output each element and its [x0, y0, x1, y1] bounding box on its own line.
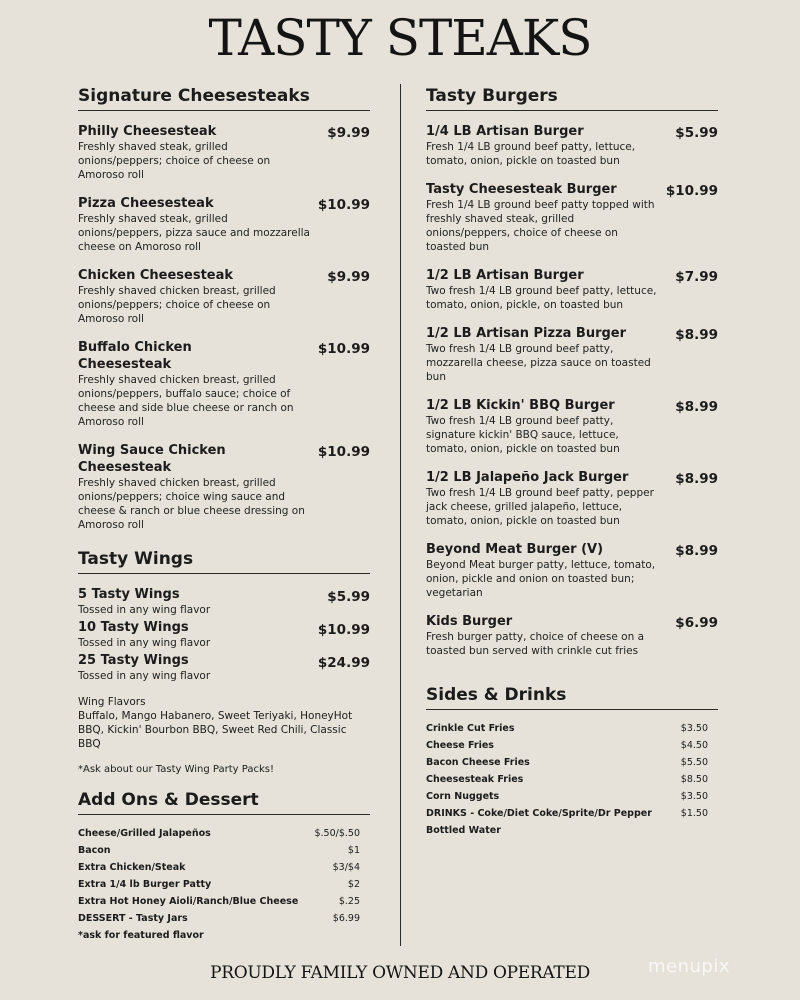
item-name: 1/2 LB Jalapeño Jack Burger [426, 470, 629, 485]
side-row [426, 737, 718, 754]
menu-item [78, 123, 370, 182]
menu-item [78, 195, 370, 254]
item-name: Beyond Meat Burger (V) [426, 542, 604, 557]
menu-item [78, 652, 370, 683]
side-name: Cheese Fries [426, 740, 494, 751]
side-name: DRINKS - Coke/Diet Coke/Sprite/Dr Pepper [426, 808, 652, 819]
side-price: $3.50 [680, 723, 708, 734]
side-row [426, 771, 718, 788]
menu-item [78, 267, 370, 326]
item-price: $8.99 [675, 399, 718, 415]
sides-heading: Sides & Drinks [426, 684, 718, 710]
addon-name: Bacon [78, 845, 111, 856]
addon-price: $1 [347, 845, 360, 856]
side-name: Corn Nuggets [426, 791, 500, 802]
item-price: $9.99 [327, 125, 370, 141]
item-name: 1/2 LB Artisan Pizza Burger [426, 326, 627, 341]
menu-item [78, 339, 370, 429]
item-description: Two fresh 1/4 LB ground beef patty, mozzarella cheese, pizza sauce on toasted bun [426, 343, 651, 383]
item-description: Two fresh 1/4 LB ground beef patty, lettuce, tomato, onion, pickle, on toasted bun [426, 285, 657, 311]
side-row [426, 822, 718, 839]
addon-row [78, 842, 370, 859]
item-price: $10.99 [317, 444, 370, 460]
sides-list [426, 720, 718, 839]
side-name: Bacon Cheese Fries [426, 757, 530, 768]
addon-row [78, 825, 370, 842]
addon-name: Cheese/Grilled Jalapeños [78, 828, 211, 839]
side-row [426, 788, 718, 805]
item-name: 1/4 LB Artisan Burger [426, 124, 584, 139]
item-name: 1/2 LB Artisan Burger [426, 268, 584, 283]
addons-list [78, 825, 370, 944]
addon-name: Extra Chicken/Steak [78, 862, 186, 873]
item-description: Tossed in any wing flavor [78, 637, 211, 649]
side-price: $4.50 [680, 740, 708, 751]
item-price: $5.99 [327, 589, 370, 605]
item-price: $24.99 [317, 655, 370, 671]
side-name: Crinkle Cut Fries [426, 723, 515, 734]
item-price: $7.99 [675, 269, 718, 285]
item-name: Tasty Cheesesteak Burger [426, 182, 617, 197]
item-description: Tossed in any wing flavor [78, 670, 211, 682]
item-name: Kids Burger [426, 614, 513, 629]
side-name: Cheesesteak Fries [426, 774, 524, 785]
wing-flavors [78, 695, 370, 751]
menu-item [426, 613, 718, 658]
addons-heading: Add Ons & Dessert [78, 789, 370, 815]
item-name: 10 Tasty Wings [78, 620, 189, 635]
item-name: 5 Tasty Wings [78, 587, 180, 602]
footer-tagline: PROUDLY FAMILY OWNED AND OPERATED [210, 963, 590, 983]
item-name: 25 Tasty Wings [78, 653, 189, 668]
item-price: $5.99 [675, 125, 718, 141]
column-divider [400, 84, 401, 946]
menu-title: TASTY STEAKS [208, 9, 592, 67]
menu-item [426, 123, 718, 168]
side-price: $1.50 [680, 808, 708, 819]
wing-party-note: *Ask about our Tasty Wing Party Packs! [78, 764, 274, 775]
item-name: 1/2 LB Kickin' BBQ Burger [426, 398, 615, 413]
right-column [426, 85, 718, 839]
item-name: Buffalo Chicken Cheesesteak [78, 340, 192, 372]
item-description: Two fresh 1/4 LB ground beef patty, signature kickin' BBQ sauce, lettuce, tomato, onion, pickle on toasted bun [426, 415, 620, 455]
watermark: menupix [648, 956, 731, 977]
item-price: $10.99 [317, 341, 370, 357]
item-description: Freshly shaved chicken breast, grilled onions/peppers; choice of cheese on Amoroso roll [78, 285, 276, 325]
addon-name: Extra Hot Honey Aioli/Ranch/Blue Cheese [78, 896, 299, 907]
side-row [426, 720, 718, 737]
item-description: Fresh burger patty, choice of cheese on a toasted bun served with crinkle cut fries [426, 631, 645, 657]
burgers-heading: Tasty Burgers [426, 85, 718, 111]
item-description: Beyond Meat burger patty, lettuce, tomato, onion, pickle and onion on toasted bun; vegetarian [426, 559, 656, 599]
menu-item [426, 181, 718, 254]
item-name: Chicken Cheesesteak [78, 268, 234, 283]
item-price: $6.99 [675, 615, 718, 631]
addon-row [78, 927, 370, 944]
item-price: $10.99 [317, 622, 370, 638]
item-description: Freshly shaved steak, grilled onions/peppers, pizza sauce and mozzarella cheese on Amoroso roll [78, 213, 310, 253]
menu-item [426, 325, 718, 384]
menu-item [426, 469, 718, 528]
item-description: Fresh 1/4 LB ground beef patty topped with freshly shaved steak, grilled onions/peppers, choice of cheese on toasted bun [426, 199, 655, 253]
left-column [78, 85, 370, 944]
item-description: Freshly shaved chicken breast, grilled onions/peppers, buffalo sauce; choice of cheese and side blue cheese or ranch on Amoroso roll [78, 374, 294, 428]
cheesesteaks-heading: Signature Cheesesteaks [78, 85, 370, 111]
addon-price: $2 [347, 879, 360, 890]
menu-item [78, 586, 370, 617]
side-price: $3.50 [680, 791, 708, 802]
addon-price: $6.99 [332, 913, 360, 924]
menu-item [426, 397, 718, 456]
addon-row [78, 910, 370, 927]
item-description: Fresh 1/4 LB ground beef patty, lettuce, tomato, onion, pickle on toasted bun [426, 141, 636, 167]
item-price: $8.99 [675, 327, 718, 343]
addon-name: *ask for featured flavor [78, 930, 204, 941]
addon-row [78, 859, 370, 876]
side-row [426, 805, 718, 822]
item-description: Freshly shaved steak, grilled onions/peppers; choice of cheese on Amoroso roll [78, 141, 271, 181]
addon-name: Extra 1/4 lb Burger Patty [78, 879, 212, 890]
item-name: Philly Cheesesteak [78, 124, 217, 139]
menu-item [78, 619, 370, 650]
item-name: Wing Sauce Chicken Cheesesteak [78, 443, 226, 475]
side-name: Bottled Water [426, 825, 501, 836]
item-price: $8.99 [675, 543, 718, 559]
wing-flavors-title: Wing Flavors [78, 696, 146, 708]
menu-item [78, 442, 370, 532]
item-description: Tossed in any wing flavor [78, 604, 211, 616]
wings-heading: Tasty Wings [78, 548, 370, 574]
side-price: $5.50 [680, 757, 708, 768]
side-row [426, 754, 718, 771]
side-price: $8.50 [680, 774, 708, 785]
item-price: $9.99 [327, 269, 370, 285]
addon-price: $3/$4 [332, 862, 360, 873]
item-description: Two fresh 1/4 LB ground beef patty, pepper jack cheese, grilled jalapeño, lettuce, tomato, onion, pickle on toasted bun [426, 487, 654, 527]
addon-price: $.25 [338, 896, 360, 907]
item-name: Pizza Cheesesteak [78, 196, 214, 211]
menu-item [426, 267, 718, 312]
addon-row [78, 876, 370, 893]
item-description: Freshly shaved chicken breast, grilled onions/peppers; choice wing sauce and cheese & ranch or blue cheese dressing on Amoroso roll [78, 477, 305, 531]
item-price: $8.99 [675, 471, 718, 487]
wing-flavors-list: Buffalo, Mango Habanero, Sweet Teriyaki, HoneyHot BBQ, Kickin' Bourbon BBQ, Sweet Red Chili, Classic BBQ [78, 710, 353, 750]
item-price: $10.99 [317, 197, 370, 213]
addon-row [78, 893, 370, 910]
item-price: $10.99 [665, 183, 718, 199]
addon-price: $.50/$.50 [314, 828, 360, 839]
addon-name: DESSERT - Tasty Jars [78, 913, 188, 924]
menu-item [426, 541, 718, 600]
